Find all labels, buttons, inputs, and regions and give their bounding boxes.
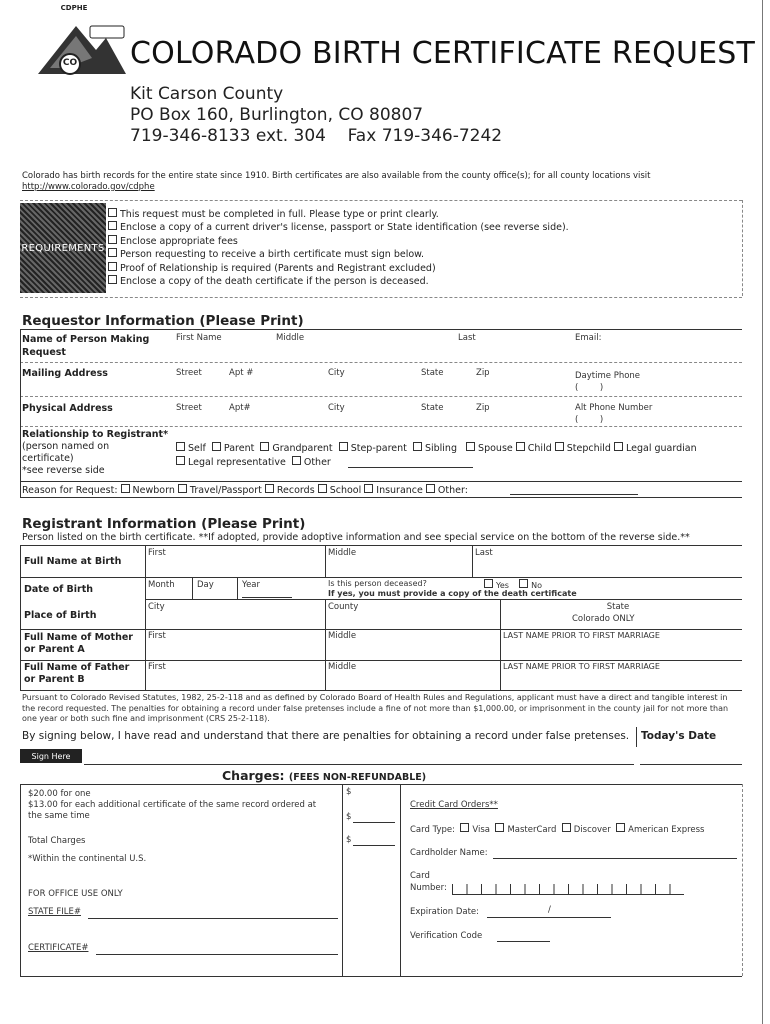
card-type-row: Card Type: Visa MasterCard Discover American Express [410,825,705,835]
insurance-checkbox[interactable] [364,484,373,493]
mailing-street-label: Street [176,368,202,378]
requirement-item: Enclose a copy of the death certificate if the person is deceased. [108,275,569,288]
other-relationship-line[interactable] [348,467,473,468]
mailing-apt-label: Apt # [229,368,254,378]
fee-additional-amount[interactable] [353,822,395,823]
alt-phone-label: Alt Phone Number [575,403,653,413]
card-number-label: Number: [410,883,447,893]
fee-additional: $13.00 for each additional certificate of the same record ordered at the same time [28,800,317,821]
expiration-slash: / [548,905,551,915]
registrant-last-label: Last [475,548,493,558]
reason-label: Reason for Request: [22,485,118,496]
place-of-birth-label: Place of Birth [24,610,97,621]
self-checkbox[interactable] [176,442,185,451]
sibling-checkbox[interactable] [413,442,422,451]
alt-phone-paren: ( ) [575,415,604,425]
legal-representative-checkbox[interactable] [176,456,185,465]
mailing-address-label: Mailing Address [22,368,108,379]
requestor-email-label: Email: [575,333,602,343]
deceased-no-checkbox[interactable] [519,579,528,588]
parent-checkbox[interactable] [212,442,221,451]
total-dollar: $ [346,835,352,845]
intro-text [22,171,752,193]
county-address: PO Box 160, Burlington, CO 80807 [130,105,424,125]
cdphe-link[interactable]: http://www.colorado.gov/cdphe [22,182,155,192]
amex-checkbox[interactable] [616,823,625,832]
grandparent-checkbox[interactable] [260,442,269,451]
card-type-label: Card Type: [410,825,455,835]
checkbox-icon [108,248,117,257]
physical-zip-label: Zip [476,403,490,413]
requirement-item: Person requesting to receive a birth certificate must sign below. [108,248,569,261]
state-file-label: STATE FILE# [28,907,81,917]
mother-middle-label: Middle [328,631,357,641]
requestor-first-label: First Name [176,333,222,343]
step-parent-checkbox[interactable] [339,442,348,451]
checkbox-icon [108,235,117,244]
page-title: COLORADO BIRTH CERTIFICATE REQUEST [130,36,756,71]
legal-guardian-checkbox[interactable] [614,442,623,451]
school-checkbox[interactable] [318,484,327,493]
mastercard-checkbox[interactable] [495,823,504,832]
registrant-first-label: First [148,548,166,558]
requirement-item: Enclose a copy of a current driver's license, passport or State identification (see reverse side). [108,221,569,234]
daytime-phone-paren: ( ) [575,383,604,393]
father-first-label: First [148,662,166,672]
full-name-label: Full Name at Birth [24,556,122,567]
daytime-phone-label: Daytime Phone [575,371,641,381]
relationship-options-2: Legal representative Other [176,456,331,468]
spouse-checkbox[interactable] [466,442,475,451]
expiration-label: Expiration Date: [410,907,480,917]
fee-one-dollar: $ [346,787,352,797]
intro-sentence: Colorado has birth records for the entire state since 1910. Birth certificates are also available from the county office(s); for all county locations visit [22,171,651,181]
registrant-note: Person listed on the birth certificate. **If adopted, provide adoptive information and see special service on the bottom of the reverse side.** [22,532,690,543]
requirement-item: Proof of Relationship is required (Parents and Registrant excluded) [108,262,569,275]
verification-label: Verification Code [410,931,483,941]
card-label: Card [410,871,430,881]
verification-input[interactable] [497,941,550,942]
signing-statement: By signing below, I have read and understand that there are penalties for obtaining a record under false pretenses. [22,730,630,742]
father-middle-label: Middle [328,662,357,672]
requestor-name-label: Name of Person Making Request [22,334,150,358]
requirements-list [108,208,569,288]
other-reason-line[interactable] [510,494,638,495]
checkbox-icon [108,275,117,284]
requirements-banner: REQUIREMENTS [20,203,106,293]
checkbox-icon [108,208,117,217]
requirement-item: Enclose appropriate fees [108,235,569,248]
office-use-label: FOR OFFICE USE ONLY [28,889,123,899]
mailing-zip-label: Zip [476,368,490,378]
deceased-note: If yes, you must provide a copy of the death certificate [328,589,577,598]
registrant-heading: Registrant Information (Please Print) [22,516,306,532]
signature-line[interactable] [84,764,634,765]
records-checkbox[interactable] [265,484,274,493]
dob-label: Date of Birth [24,584,94,595]
pob-state-label: State [606,602,630,612]
relationship-options: Self Parent Grandparent Step-parent Sibling Spouse Child Stepchild Legal guardian [176,442,697,454]
visa-checkbox[interactable] [460,823,469,832]
discover-checkbox[interactable] [562,823,571,832]
deceased-options: Yes No [484,579,542,590]
physical-street-label: Street [176,403,202,413]
newborn-checkbox[interactable] [121,484,130,493]
checkbox-icon [108,262,117,271]
continental-note: *Within the continental U.S. [28,854,147,864]
legal-text: Pursuant to Colorado Revised Statutes, 1982, 25-2-118 and as defined by Colorado Board of Health Rules and Regulations, applicant must have a direct and tangible interest in the record requested. The penalties for obtaining a record under false pretenses include a fine of not more than $1,000.00, or imprisonment in the county jail for not more than one year or both such fine and imprisonment (CRS 25-2-118). [22,693,729,723]
credit-card-heading: Credit Card Orders** [410,800,498,810]
total-amount[interactable] [353,845,395,846]
other-checkbox[interactable] [292,456,301,465]
cardholder-input[interactable] [493,858,737,859]
physical-apt-label: Apt# [229,403,251,413]
mother-first-label: First [148,631,166,641]
mother-last-label: LAST NAME PRIOR TO FIRST MARRIAGE [503,631,660,640]
child-checkbox[interactable] [516,442,525,451]
dob-day-label: Day [197,580,214,590]
registrant-middle-label: Middle [328,548,357,558]
requestor-heading: Requestor Information (Please Print) [22,313,304,329]
fee-one: $20.00 for one [28,789,91,799]
mailing-state-label: State [421,368,444,378]
logo-text: CO [62,58,78,68]
expiration-input[interactable] [487,917,611,918]
pob-county-label: County [328,602,359,612]
cardholder-label: Cardholder Name: [410,848,488,858]
cdphe-logo [36,24,128,76]
county-name: Kit Carson County [130,84,284,104]
logo-badge: CDPHE [60,4,88,12]
pob-state-value: Colorado ONLY [572,614,635,624]
travel-checkbox[interactable] [178,484,187,493]
deceased-yes-checkbox[interactable] [484,579,493,588]
reason-row: Reason for Request: Newborn Travel/Passport Records School Insurance Other: [22,485,468,496]
physical-state-label: State [421,403,444,413]
fee-additional-dollar: $ [346,812,352,822]
physical-city-label: City [328,403,345,413]
charges-heading: Charges: (FEES NON-REFUNDABLE) [222,768,427,783]
physical-address-label: Physical Address [22,403,113,414]
certificate-label: CERTIFICATE# [28,943,89,953]
mother-label: Full Name of Mother or Parent A [24,632,133,655]
stepchild-checkbox[interactable] [555,442,564,451]
sign-here-tab: Sign Here [20,749,82,763]
requirement-item: This request must be completed in full. Please type or print clearly. [108,208,569,221]
dob-month-label: Month [148,580,175,590]
county-phone-fax: 719-346-8133 ext. 304 Fax 719-346-7242 [130,126,503,146]
father-last-label: LAST NAME PRIOR TO FIRST MARRIAGE [503,662,660,671]
requestor-last-label: Last [458,333,476,343]
other-reason-checkbox[interactable] [426,484,435,493]
total-charges-label: Total Charges [28,836,86,846]
pob-city-label: City [148,602,165,612]
deceased-question: Is this person deceased? [328,579,427,588]
dob-year-label: Year [242,580,260,590]
today-date-label: Today's Date [641,730,717,742]
checkbox-icon [108,221,117,230]
mailing-city-label: City [328,368,345,378]
father-label: Full Name of Father or Parent B [24,662,130,685]
today-date-line[interactable] [640,764,742,765]
requestor-middle-label: Middle [276,333,305,343]
card-number-boxes[interactable] [452,884,684,895]
relationship-label-block: Relationship to Registrant* (person named on certificate) *see reverse side [22,429,169,476]
